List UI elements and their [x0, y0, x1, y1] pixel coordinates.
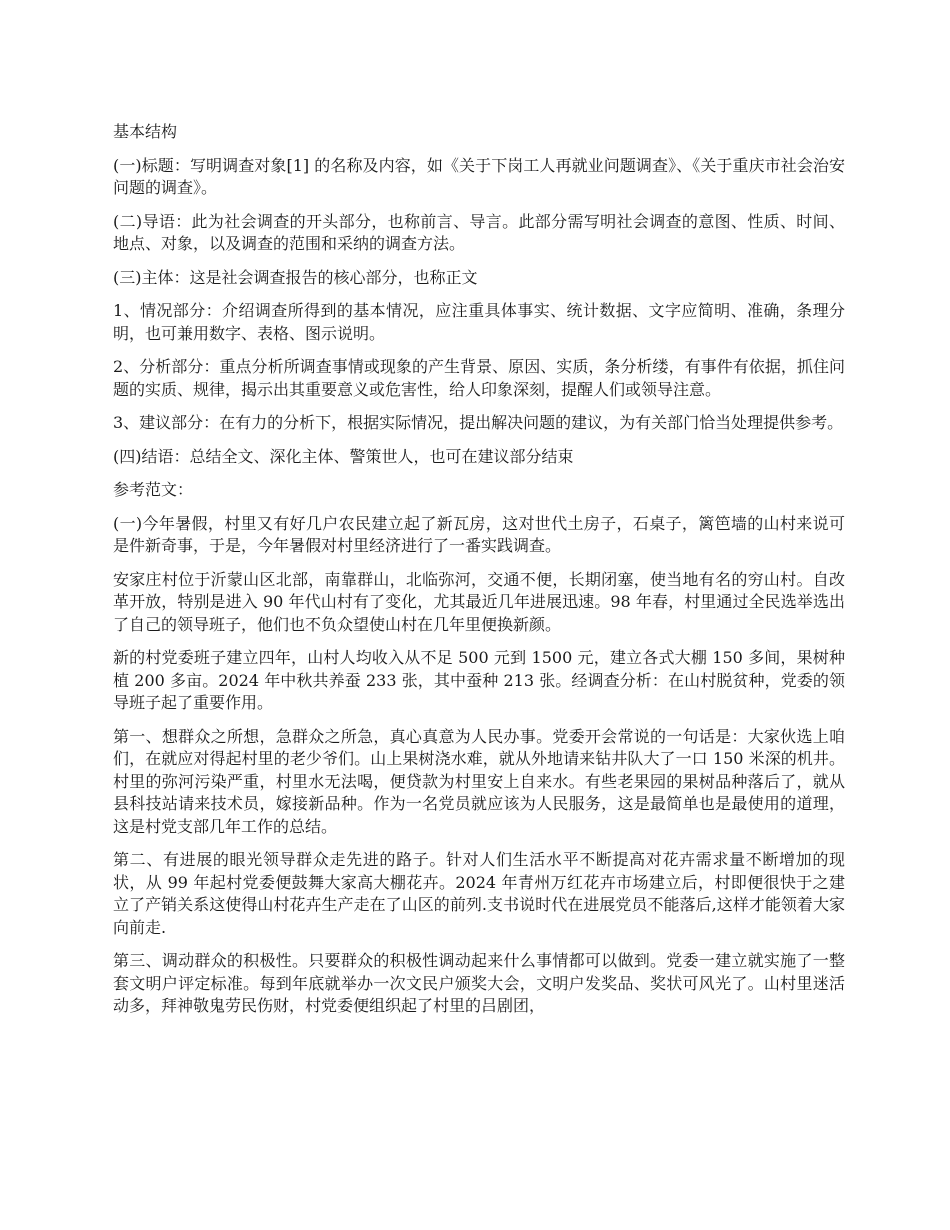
paragraph-intro-item: (二)导语：此为社会调查的开头部分，也称前言、导言。此部分需写明社会调查的意图、性质、时间、地点、对象，以及调查的范围和采纳的调查方法。	[113, 211, 845, 253]
paragraph-conclusion-item: (四)结语：总结全文、深化主体、警策世人，也可在建议部分结束	[113, 446, 574, 466]
paragraph-title-item: (一)标题：写明调查对象[1] 的名称及内容，如《关于下岗工人再就业问题调查》、《关于重庆市社会治安问题的调查》。	[113, 155, 845, 197]
section-heading: 基本结构	[113, 122, 178, 141]
sample-paragraph: 第三、调动群众的积极性。只要群众的积极性调动起来什么事情都可以做到。党委一建立就实施了一整套文明户评定标准。每到年底就举办一次文民户颁奖大会，文明户发奖品、奖状可风光了。山村里迷活动多，拜神敬鬼劳民伤财，村党委便组织起了村里的吕剧团，	[113, 951, 845, 1015]
paragraph-suggestion: 3、建议部分：在有力的分析下，根据实际情况，提出解决问题的建议，为有关部门恰当处理提供参考。	[113, 413, 844, 432]
sample-paragraph: (一)今年暑假，村里又有好几户农民建立起了新瓦房，这对世代土房子，石桌子，篱笆墙的山村来说可是件新奇事，于是，今年暑假对村里经济进行了一番实践调查。	[113, 513, 845, 555]
reference-heading: 参考范文：	[113, 480, 194, 499]
sample-paragraph: 安家庄村位于沂蒙山区北部，南靠群山，北临弥河，交通不便，长期闭塞，使当地有名的穷山村。自改革开放，特别是进入 90 年代山村有了变化，尤其最近几年进展迅速。98 年春，村里通过全民选举选出了自己的领导班子，他们也不负众望使山村在几年里便换新颜。	[113, 569, 845, 634]
sample-paragraph: 第二、有进展的眼光领导群众走先进的路子。针对人们生活水平不断提高对花卉需求量不断增加的现状，从 99 年起村党委便鼓舞大家高大棚花卉。2024 年青州万红花卉市场建立后，村即便很快于之建立了产销关系这使得山村花卉生产走在了山区的前列.支书说时代在进展党员不能落后,这样才能领着大家向前走.	[113, 850, 845, 937]
paragraph-analysis: 2、分析部分：重点分析所调查事情或现象的产生背景、原因、实质，条分析缕，有事件有依据，抓住问题的实质、规律，揭示出其重要意义或危害性，给人印象深刻，提醒人们或领导注意。	[113, 357, 845, 399]
sample-paragraph: 第一、想群众之所想，急群众之所急，真心真意为人民办事。党委开会常说的一句话是：大家伙选上咱们，在就应对得起村里的老少爷们。山上果树浇水难，就从外地请来钻井队大了一口 150 米深的机井。村里的弥河污染严重，村里水无法喝，便贷款为村里安上自来水。有些老果园的果树品种落后了，就从县科技站请来技术员，嫁接新品种。作为一名党员就应该为人民服务，这是最简单也是最使用的道理，这是村党支部几年工作的总结。	[113, 726, 845, 836]
paragraph-situation: 1、情况部分：介绍调查所得到的基本情况，应注重具体事实、统计数据、文字应简明、准确，条理分明，也可兼用数字、表格、图示说明。	[113, 301, 845, 343]
document-body	[113, 121, 845, 1029]
sample-paragraph: 新的村党委班子建立四年，山村人均收入从不足 500 元到 1500 元，建立各式大棚 150 多间，果树种植 200 多亩。2024 年中秋共养蚕 233 张，其中蚕种 213 张。经调查分析：在山村脱贫种，党委的领导班子起了重要作用。	[113, 648, 845, 712]
paragraph-body-item: (三)主体：这是社会调查报告的核心部分，也称正文	[113, 267, 478, 287]
